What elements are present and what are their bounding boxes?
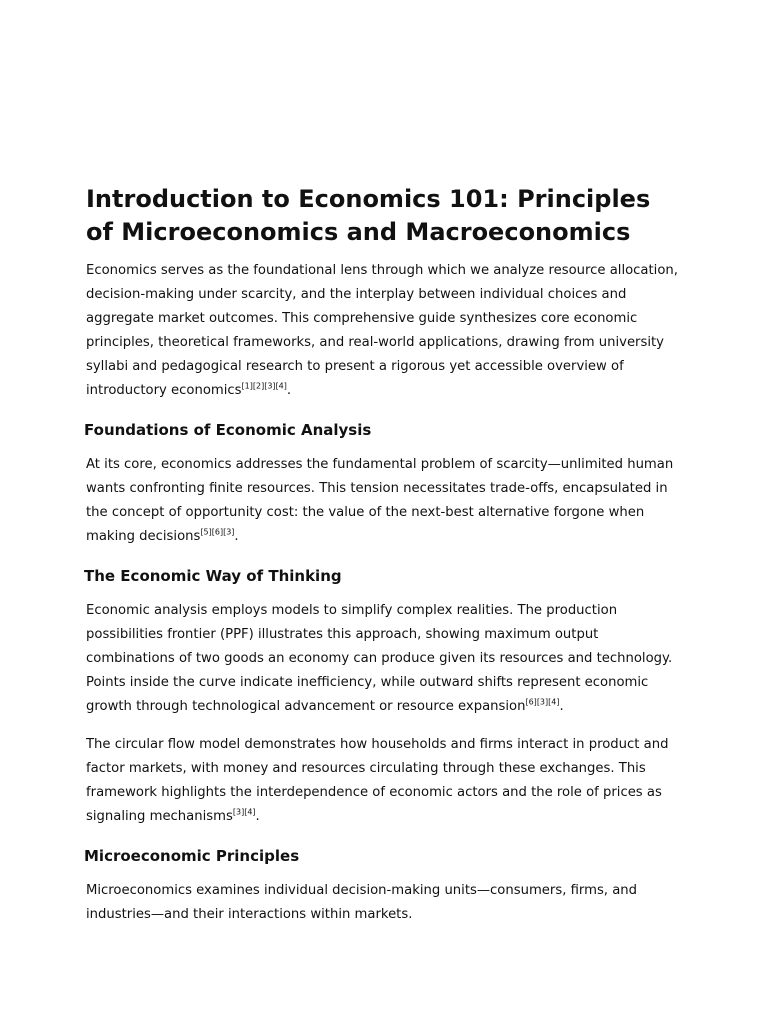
citation-link[interactable]: [6]	[211, 527, 224, 537]
paragraph-end: .	[559, 699, 564, 714]
citation-group	[233, 808, 256, 817]
paragraph-end: .	[255, 809, 260, 824]
citation-link[interactable]: [3]	[232, 807, 245, 817]
citation-group	[200, 528, 234, 537]
citation-link[interactable]: [6]	[525, 697, 537, 707]
article-body	[86, 183, 682, 941]
citation-link[interactable]: [4]	[275, 381, 287, 391]
section-paragraph	[86, 599, 682, 719]
citation-group	[525, 698, 559, 707]
citation-link[interactable]: [5]	[200, 527, 212, 537]
citation-link[interactable]: [4]	[244, 807, 256, 817]
citation-link[interactable]: [2]	[252, 381, 265, 391]
citation-link[interactable]: [3]	[223, 527, 235, 537]
section-heading-microeconomic: Microeconomic Principles	[84, 847, 300, 865]
citation-group	[242, 382, 287, 391]
citation-link[interactable]: [4]	[548, 697, 560, 707]
section-heading-economic-thinking: The Economic Way of Thinking	[84, 567, 342, 585]
citation-link[interactable]: [1]	[241, 381, 253, 391]
section-paragraph	[86, 733, 682, 829]
paragraph-end: .	[234, 529, 239, 544]
paragraph-end: .	[286, 383, 292, 398]
paragraph-text: The circular flow model demonstrates how households and firms interact in product and factor markets, with money and resources circulating through these exchanges. This framework highlights the interdependence of economic actors and the role of prices as signaling mechanisms	[86, 737, 669, 824]
section-heading-foundations: Foundations of Economic Analysis	[84, 421, 372, 439]
paragraph-text: Microeconomics examines individual decision-making units—consumers, firms, and industries—and their interactions within markets.	[86, 883, 638, 922]
citation-link[interactable]: [3]	[536, 697, 549, 707]
page-title: Introduction to Economics 101: Principles of Microeconomics and Macroeconomics	[86, 185, 651, 246]
intro-paragraph	[86, 259, 682, 403]
section-paragraph	[86, 453, 682, 549]
citation-link[interactable]: [3]	[264, 381, 276, 391]
paragraph-text: At its core, economics addresses the fundamental problem of scarcity—unlimited human wants confronting finite resources. This tension necessitates trade-offs, encapsulated in the concept of opportunity cost: the value of the next-best alternative forgone when making decisions	[86, 457, 674, 544]
paragraph-text: Economics serves as the foundational lens through which we analyze resource allocation, decision-making under scarcity, and the interplay between individual choices and aggregate market outcomes. This comprehensive guide synthesizes core economic principles, theoretical frameworks, and real-world applications, drawing from university syllabi and pedagogical research to present a rigorous yet accessible overview of introductory economics	[86, 263, 678, 398]
section-paragraph	[86, 879, 682, 927]
paragraph-text: Economic analysis employs models to simplify complex realities. The production possibilities frontier (PPF) illustrates this approach, showing maximum output combinations of two goods an economy can produce given its resources and technology. Points inside the curve indicate inefficiency, while outward shifts represent economic growth through technological advancement or resource expansion	[86, 603, 673, 714]
